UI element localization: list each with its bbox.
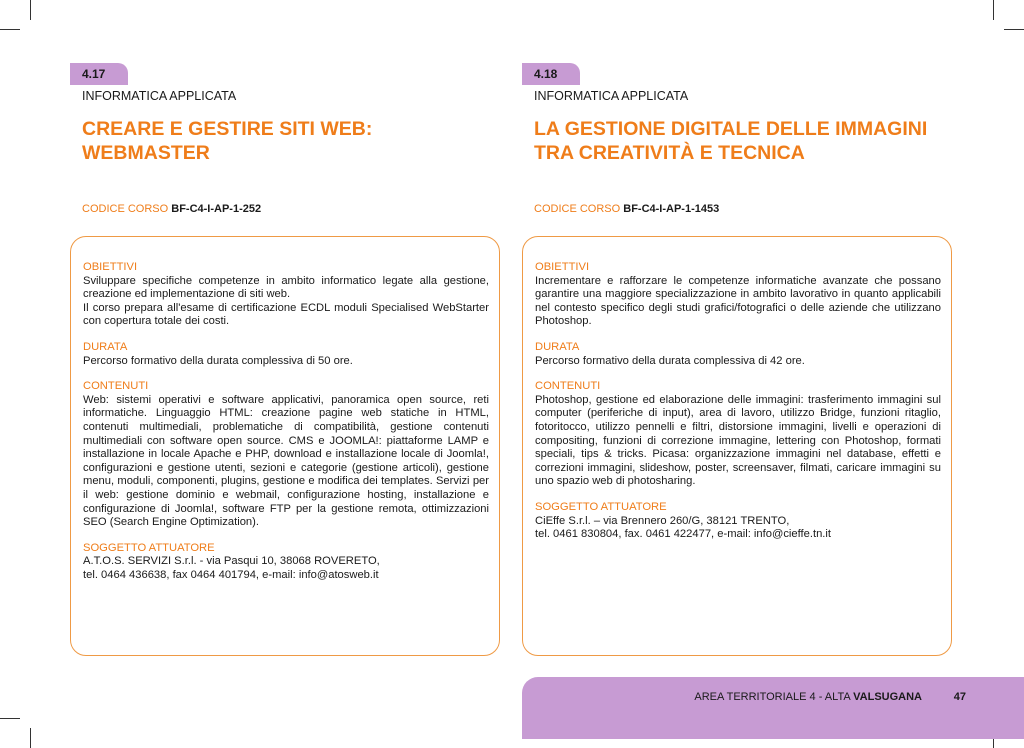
provider-section: [83, 542, 489, 583]
course-details-box: [522, 236, 952, 656]
section-heading: DURATA: [83, 340, 128, 353]
objectives-text: Il corso prepara all'esame di certificazione ECDL moduli Specialised WebStarter con copertura totale dei costi.: [83, 301, 489, 328]
page-number: 47: [953, 691, 966, 703]
section-heading: SOGGETTO ATTUATORE: [83, 541, 215, 554]
section-heading: CONTENUTI: [83, 380, 149, 393]
course-code-label: CODICE CORSO: [82, 203, 169, 215]
provider-address: CiEffe S.r.l. – via Brennero 260/G, 38121 TRENTO,: [535, 514, 790, 527]
duration-section: [535, 341, 941, 368]
crop-mark: [0, 29, 20, 30]
objectives-text: Incrementare e rafforzare le competenze informatiche avanzate che possano garantire una maggiore specializzazione in ambito lavorativo in quanto applicabili nel contesto specifico degli studi grafici/fotografici o delle aziende che utilizzano Photoshop.: [535, 274, 941, 328]
section-heading: SOGGETTO ATTUATORE: [535, 500, 667, 513]
objectives-text: Sviluppare specifiche competenze in ambito informatico legate alla gestione, creazione ed implementazione di siti web.: [83, 274, 489, 301]
section-heading: OBIETTIVI: [535, 261, 590, 273]
footer-area-label: [694, 691, 922, 703]
course-number-badge: 4.18: [522, 63, 580, 85]
provider-address: A.T.O.S. SERVIZI S.r.l. - via Pasqui 10, 38068 ROVERETO,: [83, 555, 380, 568]
course-title: [82, 117, 492, 165]
course-code: [82, 203, 261, 215]
duration-section: [83, 341, 489, 368]
course-title-line: WEBMASTER: [82, 142, 210, 164]
course-code-value: BF-C4-I-AP-1-252: [171, 203, 262, 215]
duration-text: Percorso formativo della durata complessiva di 42 ore.: [535, 354, 805, 367]
section-heading: CONTENUTI: [535, 380, 601, 393]
crop-mark: [30, 728, 31, 748]
course-category: INFORMATICA APPLICATA: [534, 89, 689, 103]
page-footer: [522, 677, 1024, 739]
course-category: INFORMATICA APPLICATA: [82, 89, 237, 103]
contents-section: [83, 380, 489, 530]
objectives-section: [535, 261, 941, 329]
provider-contacts: tel. 0461 830804, fax. 0461 422477, e-mail: info@cieffe.tn.it: [535, 528, 832, 541]
course-number-badge: 4.17: [70, 63, 128, 85]
contents-text: Photoshop, gestione ed elaborazione delle immagini: trasferimento immagini sul computer (periferiche di input), area di lavoro, utilizzo Bridge, funzioni ritaglio, fotoritocco, utilizzo pennelli e filtri, distorsione immagini, livelli e operazioni di compositing, funzioni di correzione immagine, lettering con Photoshop, formati speciali, tips & tricks. Picasa: organizzazione immagini nel database, effetti e correzioni immagini, slideshow, poster, screensaver, filmati, caricare immagini su uno spazio web di photosharing.: [535, 393, 941, 488]
course-code-label: CODICE CORSO: [534, 203, 621, 215]
section-heading: DURATA: [535, 340, 580, 353]
course-title-line: LA GESTIONE DIGITALE DELLE IMMAGINI: [534, 118, 928, 140]
course-details-box: [70, 236, 500, 656]
course-title: [534, 117, 944, 165]
footer-area-bold: VALSUGANA: [853, 691, 922, 703]
provider-section: [535, 501, 941, 542]
course-title-line: CREARE E GESTIRE SITI WEB:: [82, 118, 373, 140]
crop-mark: [993, 0, 994, 20]
crop-mark: [1004, 29, 1024, 30]
contents-section: [535, 380, 941, 489]
course-code-value: BF-C4-I-AP-1-1453: [623, 203, 720, 215]
duration-text: Percorso formativo della durata complessiva di 50 ore.: [83, 354, 353, 367]
provider-contacts: tel. 0464 436638, fax 0464 401794, e-mail: info@atosweb.it: [83, 568, 379, 581]
objectives-section: [83, 261, 489, 329]
footer-area-text: AREA TERRITORIALE 4 - ALTA: [694, 691, 854, 703]
crop-mark: [30, 0, 31, 20]
course-code: [534, 203, 719, 215]
course-title-line: TRA CREATIVITÀ E TECNICA: [534, 142, 805, 164]
crop-mark: [0, 718, 20, 719]
section-heading: OBIETTIVI: [83, 261, 138, 273]
contents-text: Web: sistemi operativi e software applicativi, panoramica open source, reti informatiche. Linguaggio HTML: creazione pagine web statiche in HTML, contenuti multimediali, problematiche di compatibilità, gestione contenuti multimediali con software open source. CMS e JOOMLA!: piattaforme LAMP e installazione in locale Apache e PHP, download e installazione locale di Joomla!, configurazioni e gestione utenti, sezioni e categorie (gestione articoli), gestione menu, moduli, componenti, plugins, gestione e modifica dei templates. Servizi per il web: gestione dominio e webmail, configurazione hosting, installazione e configurazione di Joomla!, software FTP per la gestione remota, ottimizzazioni SEO (Search Engine Optimization).: [83, 393, 489, 529]
